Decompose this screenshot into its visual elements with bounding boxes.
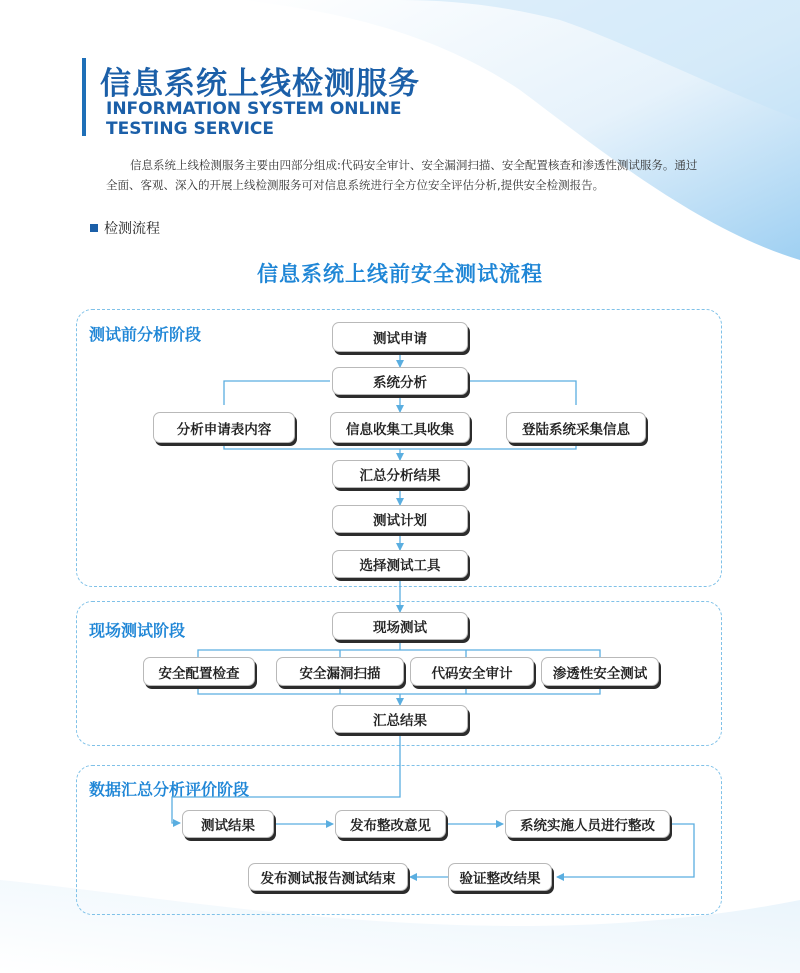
subtitle-line-2: TESTING SERVICE — [106, 119, 274, 139]
subtitle-line-1: INFORMATION SYSTEM ONLINE — [106, 99, 402, 119]
step-select-tools: 选择测试工具 — [332, 550, 468, 578]
step-summary-result: 汇总结果 — [332, 705, 468, 733]
step-system-analysis: 系统分析 — [332, 367, 468, 395]
step-test-plan: 测试计划 — [332, 505, 468, 533]
flowchart-title: 信息系统上线前安全测试流程 — [257, 262, 543, 286]
step-test-result: 测试结果 — [182, 810, 274, 838]
step-rectification: 系统实施人员进行整改 — [505, 810, 670, 838]
step-vuln-scan: 安全漏洞扫描 — [276, 657, 404, 686]
step-penetration-test: 渗透性安全测试 — [541, 657, 659, 686]
page-title: 信息系统上线检测服务 — [100, 66, 420, 102]
intro-paragraph: 信息系统上线检测服务主要由四部分组成:代码安全审计、安全漏洞扫描、安全配置核查和渗透性测试服务。通过全面、客观、深入的开展上线检测服务可对信息系统进行全方位安全评估分析,提供安全检测报告。 — [106, 158, 698, 192]
section-heading-text: 检测流程 — [104, 221, 160, 237]
step-tool-info-collection: 信息收集工具收集 — [330, 412, 470, 443]
step-config-check: 安全配置检查 — [143, 657, 255, 686]
step-publish-opinion: 发布整改意见 — [335, 810, 446, 838]
step-verify-rectification: 验证整改结果 — [448, 863, 552, 891]
step-test-application: 测试申请 — [332, 322, 468, 352]
step-login-collect-info: 登陆系统采集信息 — [506, 412, 646, 443]
step-analyze-application-form: 分析申请表内容 — [153, 412, 295, 443]
step-publish-report: 发布测试报告测试结束 — [248, 863, 408, 891]
step-code-audit: 代码安全审计 — [410, 657, 534, 686]
stage-onsite-testing-title: 现场测试阶段 — [89, 621, 186, 640]
stage-data-summary-title: 数据汇总分析评价阶段 — [89, 780, 250, 799]
step-summarize-analysis: 汇总分析结果 — [332, 460, 468, 488]
stage-pre-analysis-title: 测试前分析阶段 — [89, 325, 202, 344]
step-onsite-test: 现场测试 — [332, 612, 468, 640]
